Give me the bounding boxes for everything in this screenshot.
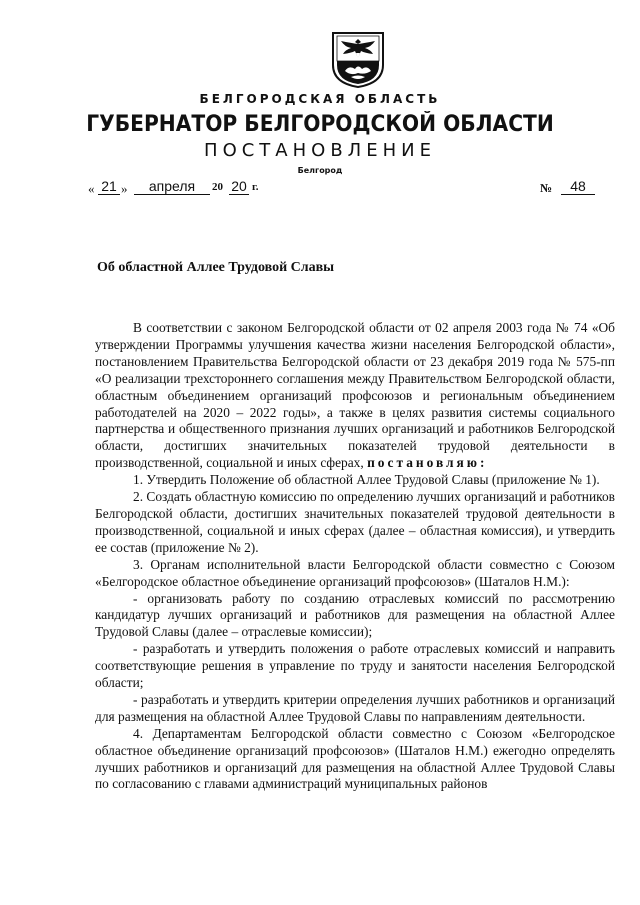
date-year-mark: г. <box>252 181 259 193</box>
date-line <box>88 178 598 198</box>
preamble-text: В соответствии с законом Белгородской области от 02 апреля 2003 года № 74 «Об утверждении Программы улучшения качества жизни населения Белгородской области», постановлением Правительства Белгородской области от 23 декабря 2019 года № 575-пп «О реализации трехстороннего соглашения между Правительством Белгородской области, областным объединением организаций профсоюзов и региональным объединением работодателей на 2020 – 2022 годы», а также в целях развития системы социального партнерства и общественного признания лучших организаций и работников Белгородской области, достигших значительных показателей трудовой деятельности в производственной, социальной и иных сферах, <box>95 320 615 471</box>
body-paragraph: 4. Департаментам Белгородской области совместно с Союзом «Белгородское областное объединение организаций профсоюзов» (Шаталов Н.М.) ежегодно определять лучших работников и организаций для размещения на областной Аллее Трудовой Славы по согласованию с главами администраций муниципальных районов <box>95 725 615 792</box>
number-label: № <box>540 181 553 195</box>
document-subject: Об областной Аллее Трудовой Славы <box>97 260 335 275</box>
body-paragraph: - разработать и утвердить положения о работе отраслевых комиссий и направить соответствующие решения в управление по труду и занятости населения Белгородской области; <box>95 641 615 691</box>
body-paragraph: 2. Создать областную комиссию по определению лучших организаций и работников Белгородской области, достигших значительных показателей трудовой деятельности в производственной, социальной и иных сферах (далее – областная комиссия), и утвердить ее состав (приложение № 2). <box>95 489 615 555</box>
body-paragraph <box>95 320 615 472</box>
region-heading: БЕЛГОРОДСКАЯ ОБЛАСТЬ <box>199 92 441 106</box>
document-body <box>95 320 615 793</box>
body-paragraph: 3. Органам исполнительной власти Белгородской области совместно с Союзом «Белгородское областное объединение организаций профсоюзов» (Шаталов Н.М.): <box>95 556 615 589</box>
body-paragraph: - организовать работу по созданию отраслевых комиссий по рассмотрению кандидатур лучших организаций и работников для размещения на областной Аллее Трудовой Славы (далее – отраслевые комиссии); <box>95 590 615 640</box>
date-open-quote: « <box>88 181 95 196</box>
document-type-heading: ПОСТАНОВЛЕНИЕ <box>204 140 436 161</box>
date-year-prefix: 20 <box>212 181 223 193</box>
document-number: 48 <box>561 178 595 195</box>
date-close-quote: » <box>121 181 128 196</box>
body-paragraph: - разработать и утвердить критерии определения лучших работников и организаций для размещения на областной Аллее Трудовой Славы по направлениям деятельности. <box>95 691 615 724</box>
city-label: Белгород <box>297 166 343 175</box>
date-day: 21 <box>98 178 120 195</box>
date-month: апреля <box>134 178 210 195</box>
belgorod-coat-of-arms-icon <box>331 31 385 89</box>
decree-word: постановляю: <box>367 455 488 471</box>
date-year-suffix: 20 <box>229 178 249 195</box>
governor-heading: ГУБЕРНАТОР БЕЛГОРОДСКОЙ ОБЛАСТИ <box>86 112 554 137</box>
body-paragraph: 1. Утвердить Положение об областной Аллее Трудовой Славы (приложение № 1). <box>133 472 600 488</box>
